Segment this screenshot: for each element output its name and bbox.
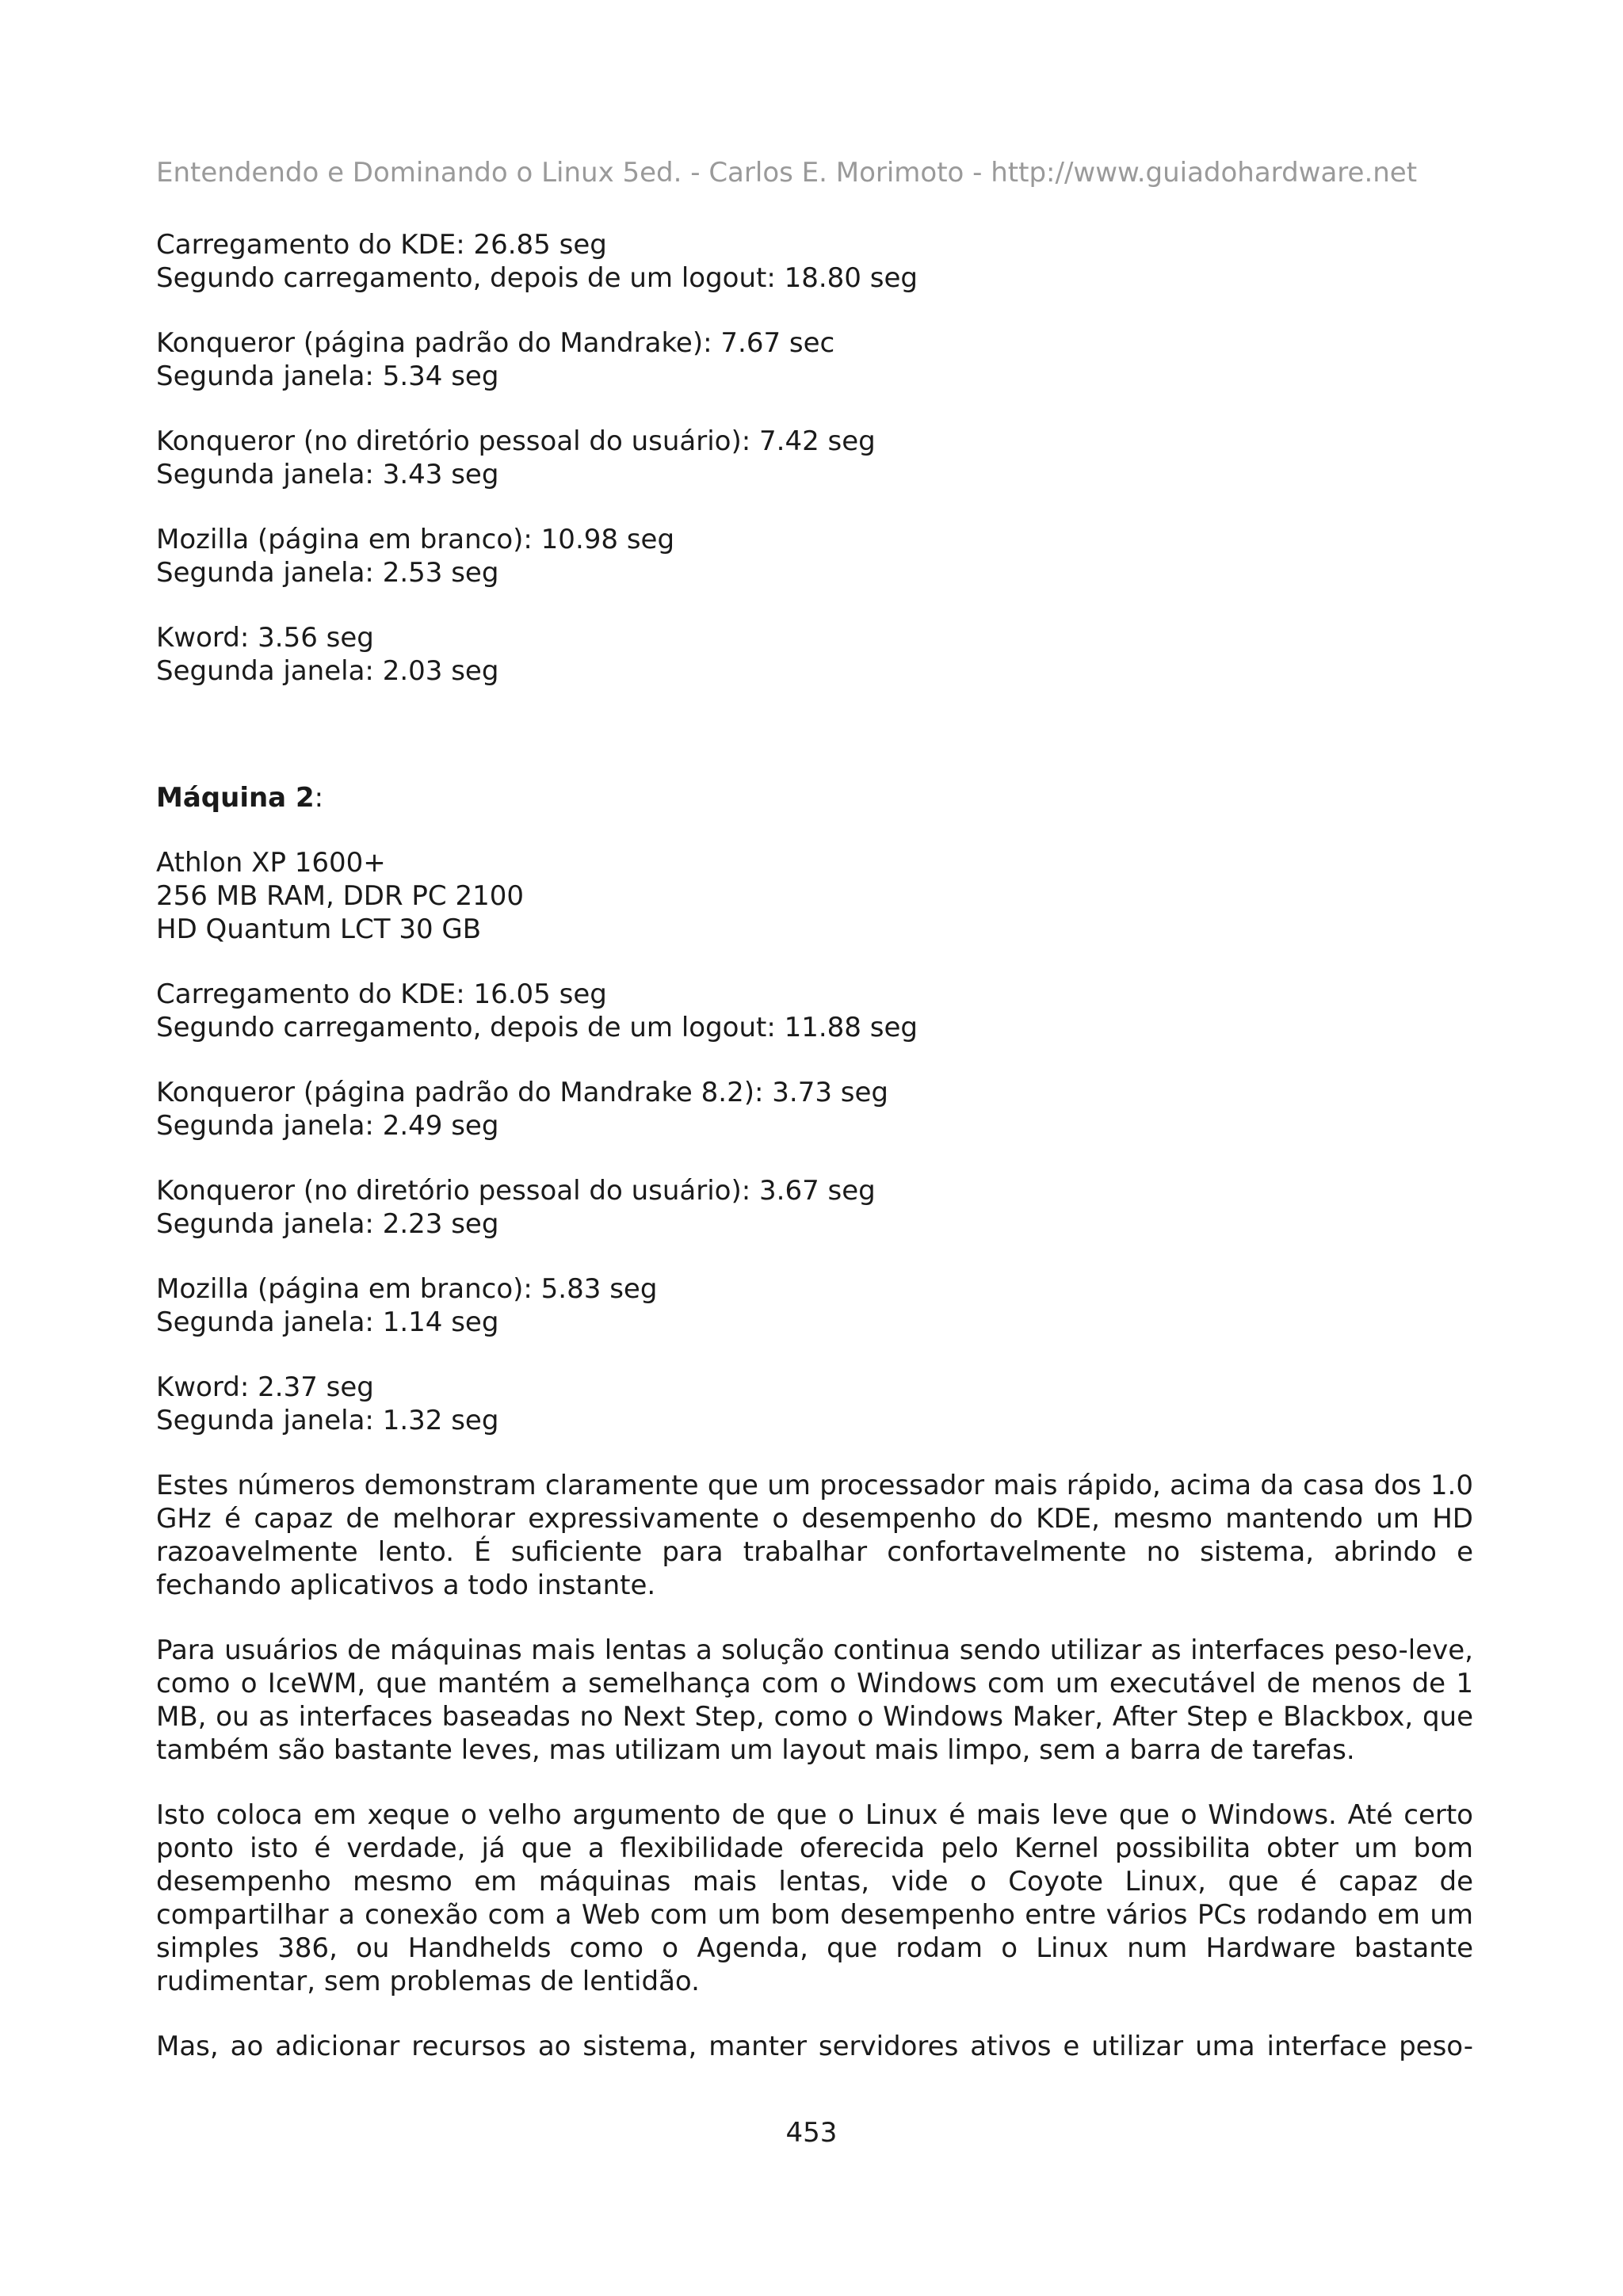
result-line: Segunda janela: 1.32 seg	[156, 1405, 499, 1436]
result-group-kword	[156, 1371, 1473, 1437]
result-line: Kword: 2.37 seg	[156, 1371, 374, 1403]
body-paragraph: Para usuários de máquinas mais lentas a solução continua sendo utilizar as interfaces peso-leve, como o IceWM, que mantém a semelhança com o Windows com um executável de menos de 1 MB, ou as interfaces baseadas no Next Step, como o Windows Maker, After Step e Blackbox, que também são bastante leves, mas utilizam um layout mais limpo, sem a barra de tarefas.	[156, 1634, 1473, 1766]
section-heading-machine2	[156, 781, 1473, 814]
machine2-specs	[156, 846, 1473, 946]
body-paragraph: Estes números demonstram claramente que um processador mais rápido, acima da casa dos 1.0 GHz é capaz de melhorar expressivamente o desempenho do KDE, mesmo mantendo um HD razoavelmente lento. É suficiente para trabalhar confortavelmente no sistema, abrindo e fechando aplicativos a todo instante.	[156, 1470, 1473, 1601]
result-line: Segunda janela: 1.14 seg	[156, 1306, 499, 1338]
result-group-kword	[156, 621, 1473, 688]
spec-line: Athlon XP 1600+	[156, 847, 386, 879]
body-paragraph: Isto coloca em xeque o velho argumento de que o Linux é mais leve que o Windows. Até certo ponto isto é verdade, já que a flexibilidade oferecida pelo Kernel possibilita obter um bom desempenho mesmo em máquinas mais lentas, vide o Coyote Linux, que é capaz de compartilhar a conexão com a Web com um bom desempenho entre vários PCs rodando em um simples 386, ou Handhelds como o Agenda, que rodam o Linux num Hardware bastante rudimentar, sem problemas de lentidão.	[156, 1799, 1473, 1997]
result-line: Carregamento do KDE: 16.05 seg	[156, 978, 607, 1010]
result-group-kde-load	[156, 228, 1473, 295]
result-group-kde-load	[156, 978, 1473, 1044]
result-line: Segunda janela: 2.23 seg	[156, 1208, 499, 1240]
page-body	[156, 228, 1473, 2095]
body-paragraph-continued: Mas, ao adicionar recursos ao sistema, manter servidores ativos e utilizar uma interface peso-	[156, 2031, 1473, 2062]
result-group-konqueror-default	[156, 1076, 1473, 1142]
result-group-konqueror-home	[156, 425, 1473, 491]
result-line: Segunda janela: 3.43 seg	[156, 459, 499, 490]
result-line: Segunda janela: 5.34 seg	[156, 360, 499, 392]
result-group-konqueror-home	[156, 1174, 1473, 1241]
running-header: Entendendo e Dominando o Linux 5ed. - Carlos E. Morimoto - http://www.guiadohardware.net	[156, 157, 1418, 189]
spec-line: HD Quantum LCT 30 GB	[156, 913, 482, 945]
result-line: Konqueror (página padrão do Mandrake): 7.67 sec	[156, 327, 835, 359]
result-group-konqueror-default	[156, 326, 1473, 393]
page-number: 453	[785, 2117, 838, 2149]
result-line: Segunda janela: 2.03 seg	[156, 655, 499, 687]
result-group-mozilla	[156, 1272, 1473, 1339]
result-line: Konqueror (página padrão do Mandrake 8.2): 3.73 seg	[156, 1077, 888, 1108]
result-line: Segunda janela: 2.49 seg	[156, 1110, 499, 1142]
result-line: Segunda janela: 2.53 seg	[156, 557, 499, 589]
result-line: Mozilla (página em branco): 10.98 seg	[156, 524, 675, 555]
result-line: Segundo carregamento, depois de um logout: 18.80 seg	[156, 262, 918, 294]
machine2-results	[156, 978, 1473, 1437]
spec-line: 256 MB RAM, DDR PC 2100	[156, 880, 524, 912]
result-line: Segundo carregamento, depois de um logout: 11.88 seg	[156, 1012, 918, 1043]
result-line: Konqueror (no diretório pessoal do usuário): 3.67 seg	[156, 1175, 876, 1207]
result-line: Kword: 3.56 seg	[156, 622, 374, 654]
heading-suffix: :	[314, 782, 324, 814]
machine1-results	[156, 228, 1473, 688]
result-line: Carregamento do KDE: 26.85 seg	[156, 229, 607, 261]
result-line: Mozilla (página em branco): 5.83 seg	[156, 1273, 658, 1305]
result-group-mozilla	[156, 523, 1473, 589]
heading-bold-text: Máquina 2	[156, 782, 315, 814]
result-line: Konqueror (no diretório pessoal do usuário): 7.42 seg	[156, 425, 876, 457]
